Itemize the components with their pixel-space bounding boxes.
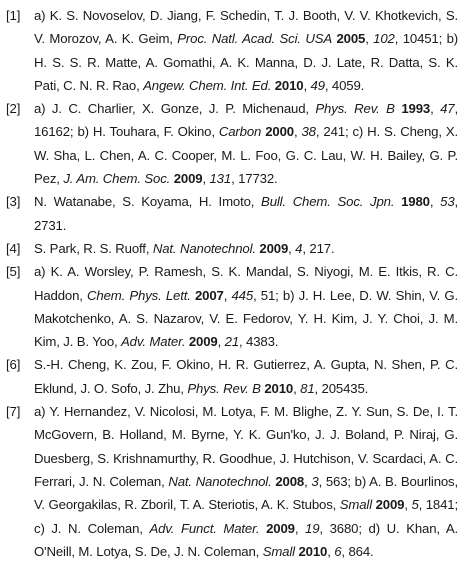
reference-text bbox=[34, 353, 458, 400]
citation-text: , 563; b) A. B. Bourlinos, V. Georgakilas, R. Zboril, T. A. Steriotis, A. K. Stubos, bbox=[34, 473, 459, 513]
journal-or-volume: Angew. Chem. Int. Ed. bbox=[143, 77, 272, 93]
reference-text bbox=[34, 97, 458, 190]
citation-text: , bbox=[223, 287, 232, 303]
year: 2000 bbox=[265, 124, 294, 140]
citation-text: S.-H. Cheng, K. Zou, F. Okino, H. R. Gutierrez, A. Gupta, N. Shen, P. C. Eklund, J. O. Sofo, J. Zhu, bbox=[34, 357, 458, 396]
reference-item bbox=[6, 97, 458, 190]
citation-text bbox=[259, 521, 266, 536]
citation-text: N. Watanabe, S. Koyama, H. Imoto, bbox=[34, 194, 262, 210]
journal-or-volume: Adv. Mater. bbox=[121, 334, 186, 350]
citation-text: , bbox=[217, 334, 225, 350]
citation-text: , 3680; d) U. Khan, A. O'Neill, M. Lotya, S. De, J. N. Coleman, bbox=[34, 520, 459, 559]
year: 1980 bbox=[401, 194, 430, 210]
journal-or-volume: 4 bbox=[295, 240, 303, 256]
reference-number: [2] bbox=[6, 101, 21, 117]
citation-text: , 217. bbox=[302, 240, 335, 256]
citation-text: , 17732. bbox=[231, 171, 278, 187]
journal-or-volume: Small bbox=[262, 543, 295, 559]
citation-text: , bbox=[429, 194, 441, 210]
reference-item bbox=[6, 237, 458, 260]
citation-text: S. Park, R. S. Ruoff, bbox=[34, 240, 153, 256]
reference-item bbox=[6, 400, 458, 563]
citation-text: , 4383. bbox=[239, 334, 279, 350]
journal-or-volume: Phys. Rev. B bbox=[315, 101, 395, 117]
journal-or-volume: 445 bbox=[231, 287, 254, 303]
journal-or-volume: 6 bbox=[334, 543, 342, 559]
journal-or-volume: J. Am. Chem. Soc. bbox=[63, 171, 171, 187]
citation-text: , 864. bbox=[341, 543, 374, 559]
citation-text: , bbox=[404, 497, 412, 513]
journal-or-volume: 49 bbox=[310, 77, 325, 93]
reference-text bbox=[34, 260, 458, 353]
journal-or-volume: Small bbox=[339, 497, 372, 513]
journal-or-volume: Carbon bbox=[218, 124, 262, 140]
citation-text: , 2731. bbox=[34, 194, 459, 233]
citation-text: , bbox=[430, 101, 441, 117]
year: 2009 bbox=[188, 334, 218, 350]
reference-item bbox=[6, 353, 458, 400]
journal-or-volume: 131 bbox=[209, 171, 232, 187]
citation-text: a) Y. Hernandez, V. Nicolosi, M. Lotya, F. M. Blighe, Z. Y. Sun, S. De, I. T. McGovern, B. Holland, M. Byrne, Y. K. Gun'ko, J. J. Boland, P. Niraj, G. Duesberg, S. Krishnamurthy, R. Goodhue, J. Hutchison, V. Scardaci, A. C. Ferrari, J. N. Coleman, bbox=[34, 404, 458, 489]
citation-text: a) K. S. Novoselov, D. Jiang, F. Schedin, T. J. Booth, V. V. Khotkevich, S. V. Morozov, A. K. Geim, bbox=[34, 8, 458, 47]
year: 2007 bbox=[195, 287, 224, 303]
year: 2008 bbox=[275, 473, 305, 489]
journal-or-volume: Proc. Natl. Acad. Sci. USA bbox=[177, 31, 332, 47]
citation-text: a) J. C. Charlier, X. Gonze, J. P. Michenaud, bbox=[34, 101, 316, 117]
citation-text: , bbox=[202, 171, 210, 187]
reference-list bbox=[6, 4, 458, 563]
reference-text bbox=[34, 400, 458, 563]
citation-text: , bbox=[288, 240, 296, 256]
citation-text: , bbox=[365, 31, 374, 47]
journal-or-volume: Bull. Chem. Soc. Jpn. bbox=[261, 194, 395, 210]
journal-or-volume: 21 bbox=[224, 334, 240, 350]
year: 2009 bbox=[259, 240, 289, 256]
citation-text: , 241; c) H. S. Cheng, X. W. Sha, L. Chen, A. C. Cooper, M. L. Foo, G. C. Lau, W. H. Bailey, G. P. Pez, bbox=[34, 124, 459, 187]
journal-or-volume: 81 bbox=[300, 380, 315, 396]
journal-or-volume: Phys. Rev. B bbox=[187, 380, 261, 396]
journal-or-volume: Nat. Nanotechnol. bbox=[152, 240, 256, 256]
reference-text bbox=[34, 4, 458, 97]
reference-number: [6] bbox=[6, 357, 21, 373]
journal-or-volume: 19 bbox=[305, 520, 320, 536]
citation-text: , 1841; c) J. N. Coleman, bbox=[34, 497, 458, 536]
citation-text: , bbox=[293, 124, 302, 140]
citation-text: , bbox=[327, 543, 335, 559]
journal-or-volume: 38 bbox=[301, 124, 316, 140]
journal-or-volume: 102 bbox=[373, 31, 395, 47]
year: 2009 bbox=[266, 520, 295, 536]
reference-item bbox=[6, 260, 458, 353]
reference-number: [3] bbox=[6, 194, 21, 210]
citation-text: , bbox=[294, 520, 306, 536]
journal-or-volume: Adv. Funct. Mater. bbox=[149, 520, 260, 536]
journal-or-volume: 53 bbox=[440, 194, 455, 210]
journal-or-volume: 3 bbox=[311, 473, 319, 489]
journal-or-volume: Chem. Phys. Lett. bbox=[87, 287, 191, 303]
year: 2009 bbox=[173, 171, 203, 187]
journal-or-volume: 5 bbox=[411, 497, 419, 513]
citation-text: a) K. A. Worsley, P. Ramesh, S. K. Mandal, S. Niyogi, M. E. Itkis, R. C. Haddon, bbox=[34, 264, 458, 303]
reference-number: [7] bbox=[6, 404, 21, 420]
citation-text: , 205435. bbox=[314, 380, 369, 396]
year: 2009 bbox=[375, 497, 405, 513]
year: 2005 bbox=[336, 31, 366, 47]
reference-text bbox=[34, 190, 458, 237]
reference-number: [1] bbox=[6, 8, 21, 23]
reference-item bbox=[6, 190, 458, 237]
citation-text: , 16162; b) H. Touhara, F. Okino, bbox=[34, 101, 458, 140]
citation-text: , 51; b) J. H. Lee, D. W. Shin, V. G. Makotchenko, A. S. Nazarov, V. E. Fedorov, Y. H. Kim, J. Y. Choi, J. M. Kim, J. B. Yoo, bbox=[34, 287, 458, 350]
citation-text: , 4059. bbox=[324, 77, 365, 93]
citation-text: , bbox=[303, 77, 311, 93]
journal-or-volume: Nat. Nanotechnol. bbox=[168, 473, 272, 489]
citation-text: , bbox=[304, 473, 312, 489]
journal-or-volume: 47 bbox=[440, 101, 455, 117]
reference-number: [4] bbox=[6, 240, 21, 256]
year: 2010 bbox=[264, 380, 294, 396]
reference-text bbox=[34, 237, 458, 260]
year: 1993 bbox=[401, 101, 431, 117]
reference-number: [5] bbox=[6, 264, 21, 280]
citation-text: , 10451; b) H. S. S. R. Matte, A. Gomathi, A. K. Manna, D. J. Late, R. Datta, S. K. Pati, C. N. R. Rao, bbox=[34, 31, 459, 93]
year: 2010 bbox=[274, 77, 304, 93]
citation-text: , bbox=[293, 380, 301, 396]
reference-item bbox=[6, 4, 458, 97]
year: 2010 bbox=[298, 543, 328, 559]
